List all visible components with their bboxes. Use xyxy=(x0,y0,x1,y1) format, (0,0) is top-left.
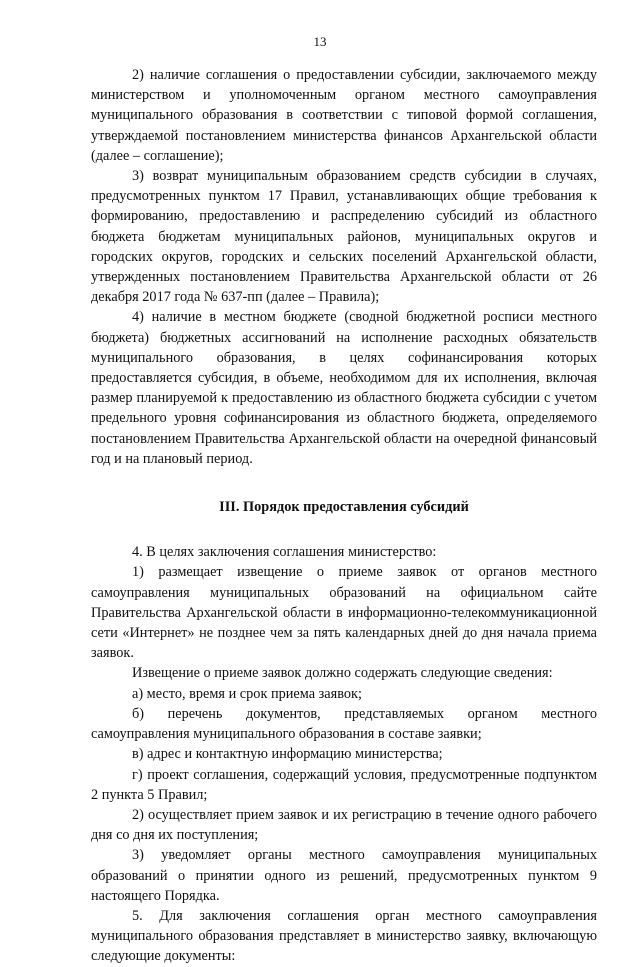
paragraph-notice-g: г) проект соглашения, содержащий условия, предусмотренные подпунктом 2 пункта 5 Правил; xyxy=(91,766,597,803)
paragraph-condition-2: 2) наличие соглашения о предоставлении субсидии, заключаемого между министерством и уполномоченным органом местного самоуправления муниципального образования в соответствии с типовой формой соглашения, утверждаемой постановлением министерства финансов Архангельской области (далее – соглашение); xyxy=(91,67,597,164)
paragraph-item-4-2: 2) осуществляет прием заявок и их регистрацию в течение одного рабочего дня со дня их поступления; xyxy=(91,806,597,844)
paragraph-notice-a: а) место, время и срок приема заявок; xyxy=(132,685,362,702)
paragraph-item-5: 5. Для заключения соглашения орган местного самоуправления муниципального образования представляет в министерство заявку, включающую следующие документы: xyxy=(91,907,597,965)
paragraph-notice-b: б) перечень документов, представляемых органом местного самоуправления муниципального образования в составе заявки; xyxy=(91,705,597,743)
section-heading: III. Порядок предоставления субсидий xyxy=(219,499,469,516)
paragraph-item-4: 4. В целях заключения соглашения министерство: xyxy=(132,544,437,561)
paragraph-notice-contents: Извещение о приеме заявок должно содержать следующие сведения: xyxy=(132,665,553,682)
page-number: 13 xyxy=(313,34,327,49)
document-body xyxy=(91,65,597,967)
paragraph-item-4-1: 1) размещает извещение о приеме заявок от органов местного самоуправления муниципальных образований на официальном сайте Правительства Архангельской области в информационно-телекоммуникационной сети «Интернет» не позднее чем за пять календарных дней до дня начала приема заявок. xyxy=(91,564,597,662)
paragraph-condition-3: 3) возврат муниципальным образованием средств субсидии в случаях, предусмотренных пунктом 17 Правил, устанавливающих общие требования к формированию, предоставлению и распределению субсидий из областного бюджета бюджетам муниципальных районов, муниципальных округов и городских округов, городских и сельских поселений Архангельской области, утвержденных постановлением Правительства Архангельской области от 26 декабря 2017 года № 637-пп (далее – Правила); xyxy=(91,168,597,306)
paragraph-notice-v: в) адрес и контактную информацию министерства; xyxy=(132,746,443,763)
paragraph-item-4-3: 3) уведомляет органы местного самоуправления муниципальных образований о принятии одного из решений, предусмотренных пунктом 9 настоящего Порядка. xyxy=(91,847,597,904)
paragraph-condition-4: 4) наличие в местном бюджете (сводной бюджетной росписи местного бюджета) бюджетных ассигнований на исполнение расходных обязательств муниципального образования, в целях софинансирования которых предоставляется субсидия, в объеме, необходимом для их исполнения, включая размер планируемой к предоставлению из областного бюджета субсидии с учетом предельного уровня софинансирования из областного бюджета, определяемого постановлением Правительства Архангельской области на очередной финансовый год и на плановый период. xyxy=(91,309,597,467)
